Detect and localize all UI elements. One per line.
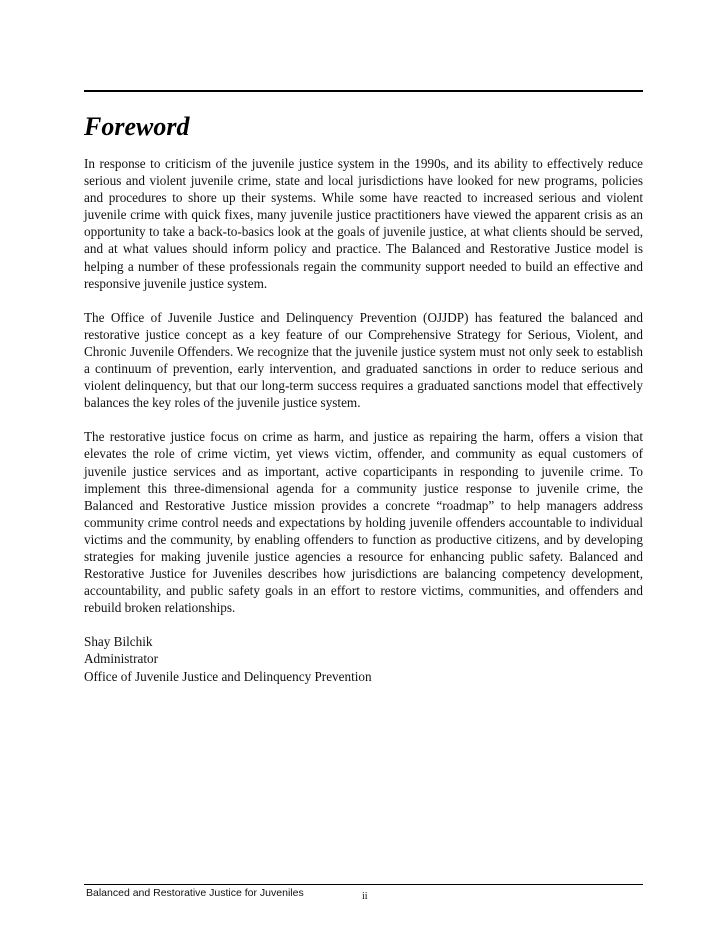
signature-role: Administrator bbox=[84, 651, 158, 667]
signature-name: Shay Bilchik bbox=[84, 634, 153, 650]
signature-organization: Office of Juvenile Justice and Delinquency Prevention bbox=[84, 668, 372, 684]
footer-title: Balanced and Restorative Justice for Juveniles bbox=[86, 887, 304, 899]
header-divider bbox=[84, 90, 643, 92]
footer-divider bbox=[84, 884, 643, 885]
paragraph-1: In response to criticism of the juvenile justice system in the 1990s, and its ability to effectively reduce serious and violent juvenile crime, state and local jurisdictions have looked for new programs, policies and procedures to shore up their systems. While some have reacted to increased serious and violent juvenile crime with quick fixes, many juvenile justice practitioners have viewed the apparent crisis as an opportunity to take a back-to-basics look at the goals of juvenile justice, at what clients should be served, and at what values should inform policy and practice. The Balanced and Restorative Justice model is helping a number of these professionals regain the community support needed to build an effective and responsive juvenile justice system. bbox=[84, 156, 643, 291]
paragraph-2: The Office of Juvenile Justice and Delinquency Prevention (OJJDP) has featured the balanced and restorative justice concept as a key feature of our Comprehensive Strategy for Serious, Violent, and Chronic Juvenile Offenders. We recognize that the juvenile justice system must not only seek to establish a continuum of prevention, early intervention, and graduated sanctions in order to reduce serious and violent delinquency, but that our long-term success requires a graduated sanctions model that effectively balances the key roles of the juvenile justice system. bbox=[84, 309, 643, 411]
foreword-body bbox=[84, 155, 643, 685]
page-title: Foreword bbox=[84, 112, 190, 141]
signature-block bbox=[84, 633, 643, 684]
page-number: ii bbox=[362, 891, 368, 902]
paragraph-3: The restorative justice focus on crime as harm, and justice as repairing the harm, offers a vision that elevates the role of crime victim, yet views victim, offender, and community as equal customers of juvenile justice services and as important, active coparticipants in responding to juvenile crime. To implement this three-dimensional agenda for a community justice response to juvenile crime, the Balanced and Restorative Justice mission provides a concrete “roadmap” to help managers address community crime control needs and expectations by holding juvenile offenders accountable to individual victims and the community, by enabling offenders to function as productive citizens, and by developing strategies for making juvenile justice agencies a resource for enhancing public safety. Balanced and Restorative Justice for Juveniles describes how jurisdictions are balancing competency development, accountability, and public safety goals in an effort to restore victims, communities, and offenders and rebuild broken relationships. bbox=[84, 429, 643, 616]
